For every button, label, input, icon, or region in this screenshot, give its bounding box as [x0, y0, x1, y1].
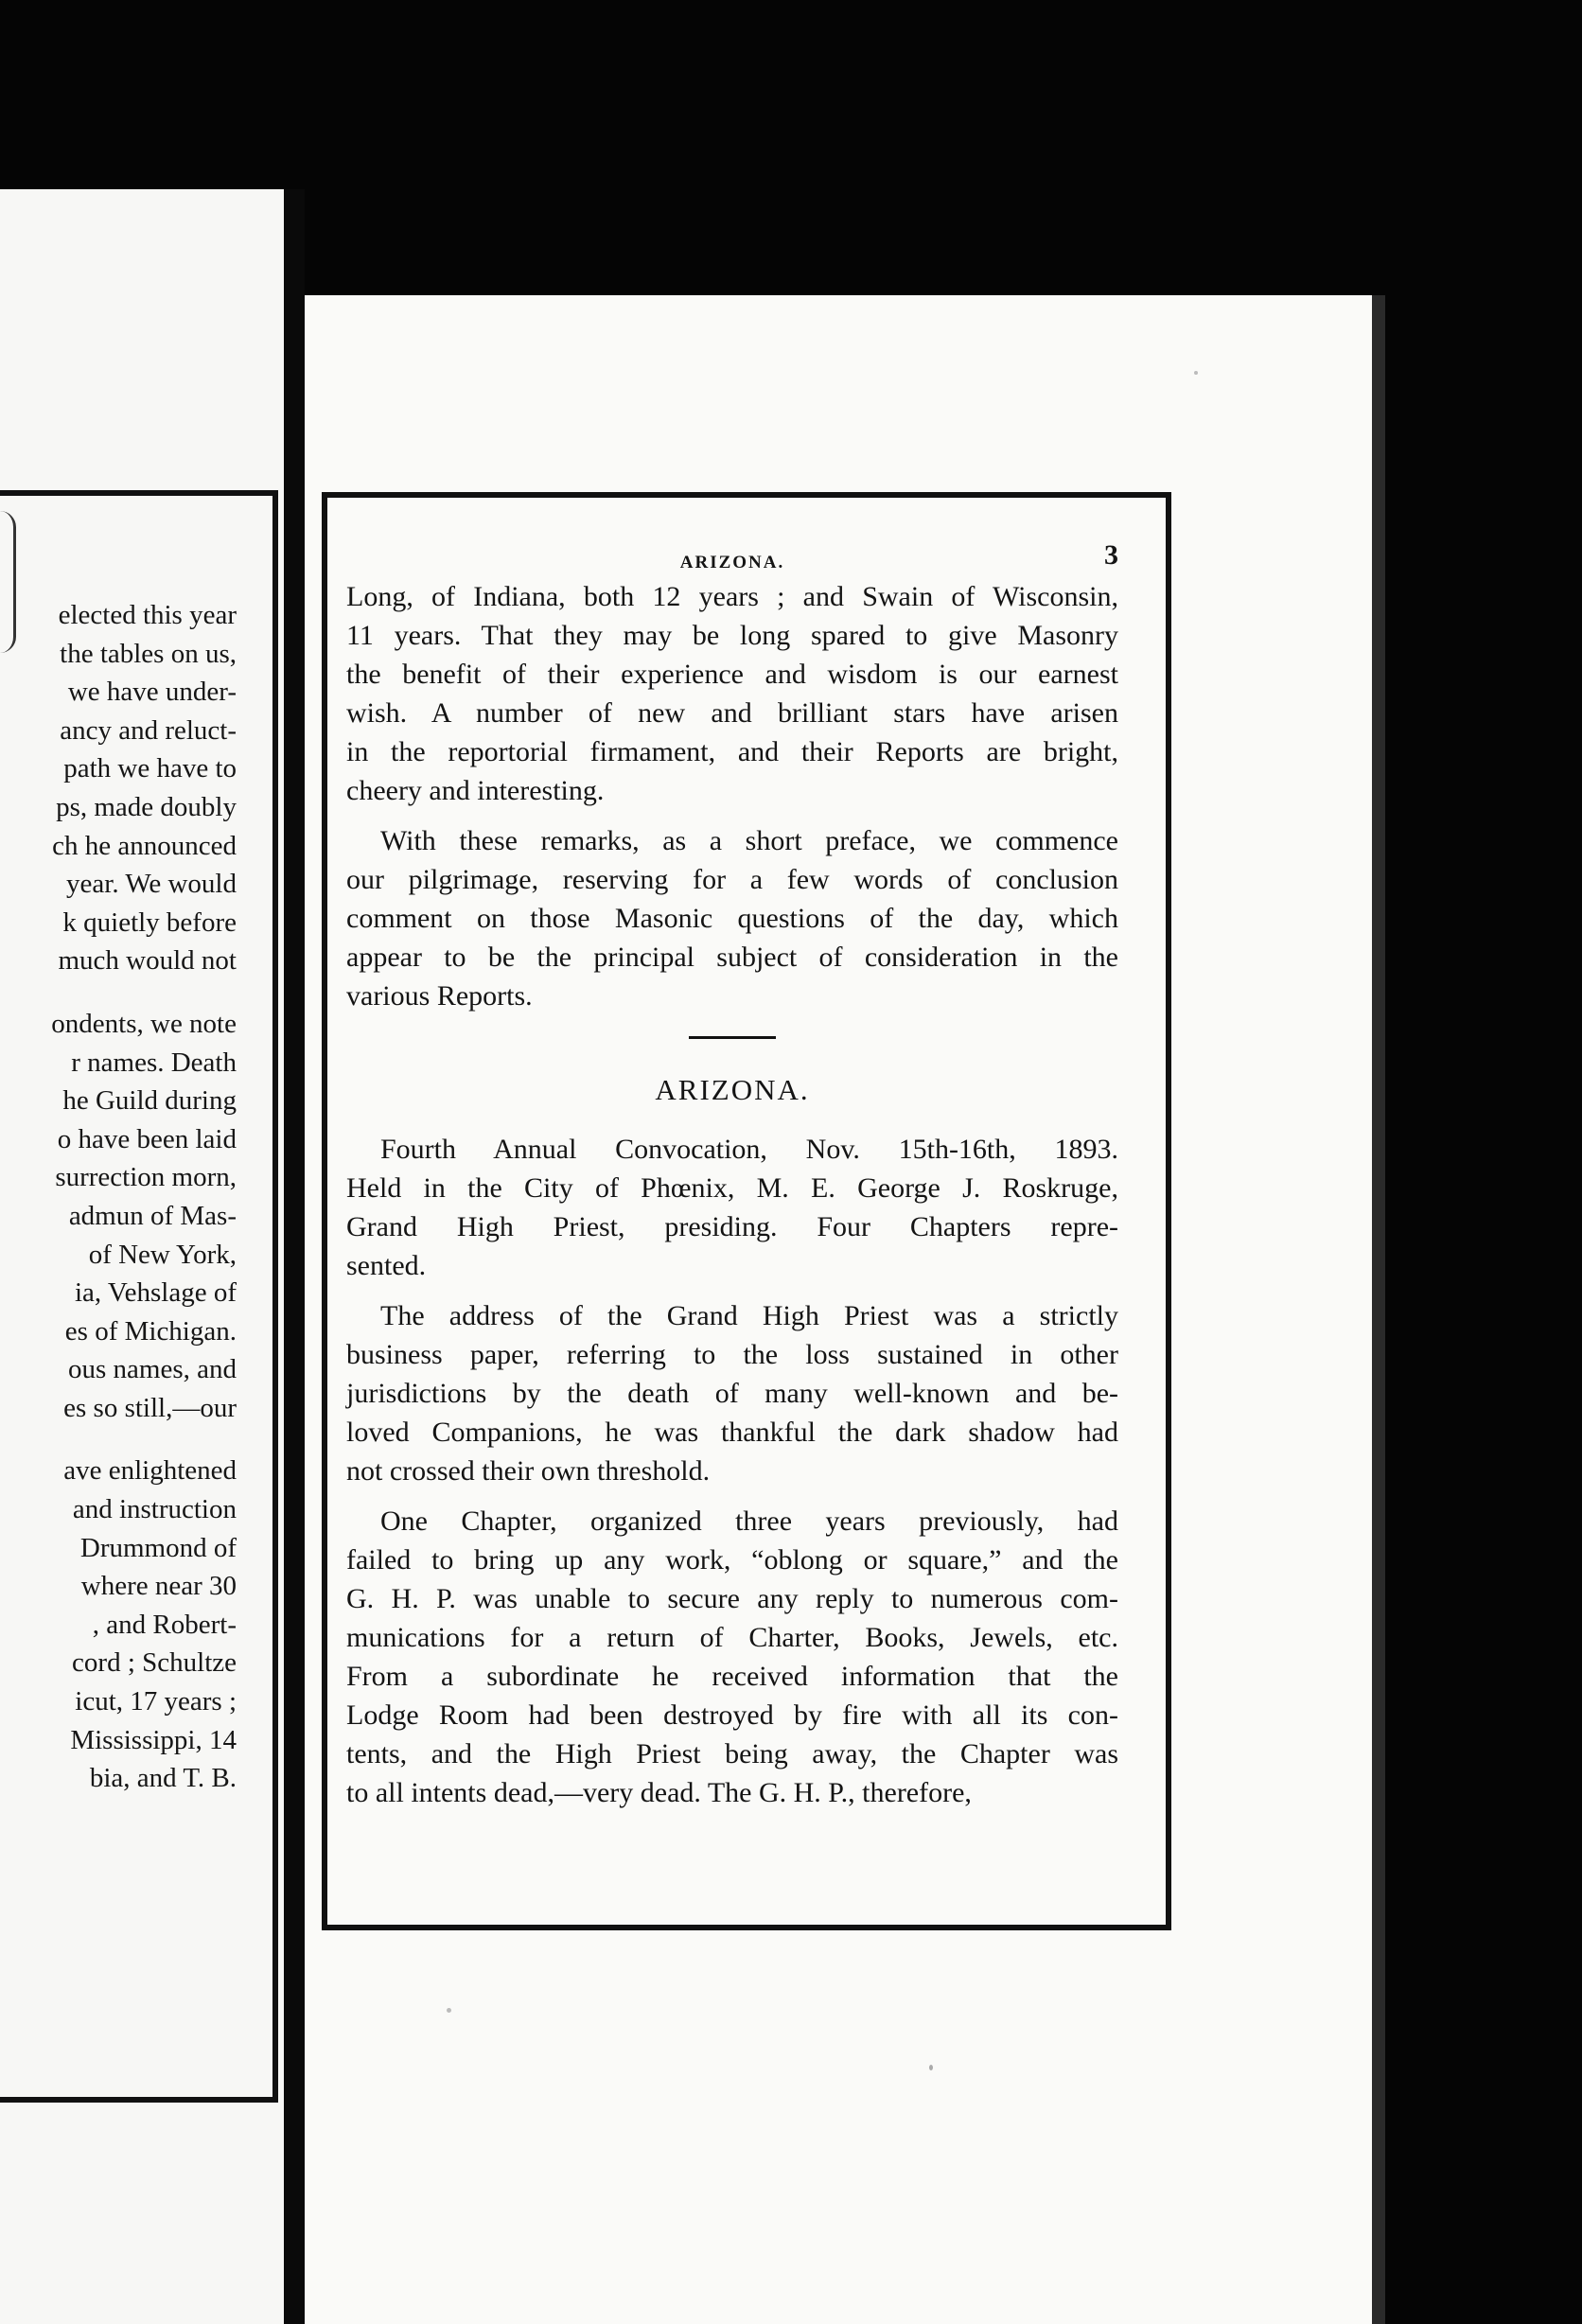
text-line: One Chapter, organized three years previously, had	[380, 1505, 1118, 1537]
left-text-line: he Guild during	[62, 1085, 237, 1117]
left-text-line: Mississippi, 14	[70, 1724, 237, 1755]
text-line: various Reports.	[346, 980, 533, 1012]
left-text-line: ondents, we note	[51, 1008, 237, 1039]
left-text-line: we have under-	[67, 677, 237, 708]
paragraph-address	[346, 1296, 1118, 1490]
page-number: 3	[1104, 539, 1118, 571]
text-line: Long, of Indiana, both 12 years ; and Swain of Wisconsin,	[346, 581, 1118, 612]
left-text-line: the tables on us,	[60, 638, 237, 669]
text-line: Held in the City of Phœnix, M. E. George J. Roskruge,	[346, 1172, 1118, 1204]
left-page-text	[0, 596, 237, 1798]
left-text-line: k quietly before	[62, 907, 237, 938]
page-gutter	[284, 189, 305, 2324]
text-line: G. H. P. was unable to secure any reply to numerous com-	[346, 1583, 1118, 1614]
text-line: appear to be the principal subject of consideration in the	[346, 942, 1118, 973]
section-heading: ARIZONA.	[655, 1073, 810, 1106]
text-line: the benefit of their experience and wisdom is our earnest	[346, 659, 1118, 690]
left-text-line: ave enlightened	[63, 1455, 237, 1487]
text-line: munications for a return of Charter, Books, Jewels, etc.	[346, 1622, 1118, 1653]
left-text-line: ia, Vehslage of	[75, 1277, 237, 1309]
text-line: Grand High Priest, presiding. Four Chapters repre-	[346, 1211, 1118, 1242]
paragraph-chapter	[346, 1502, 1118, 1812]
text-line: tents, and the High Priest being away, the Chapter was	[346, 1738, 1118, 1769]
text-line: jurisdictions by the death of many well-known and be-	[346, 1378, 1118, 1409]
paragraph-preface	[346, 821, 1118, 1015]
left-text-line: ancy and reluct-	[60, 714, 237, 746]
paragraph-convocation	[346, 1130, 1118, 1285]
left-text-line: o have been laid	[57, 1123, 237, 1154]
text-line: in the reportorial firmament, and their Reports are bright,	[346, 736, 1118, 767]
page-edge-shadow	[1372, 295, 1385, 2324]
running-head-title: ARIZONA.	[679, 553, 785, 572]
text-line: not crossed their own threshold.	[346, 1455, 711, 1487]
text-line: From a subordinate he received information that the	[346, 1661, 1118, 1692]
left-text-line: and instruction	[72, 1494, 237, 1525]
left-text-line: cord ; Schultze	[72, 1647, 237, 1679]
text-line: Lodge Room had been destroyed by fire with all its con-	[346, 1699, 1118, 1731]
left-text-line: much would not	[58, 945, 237, 977]
text-line: loved Companions, he was thankful the dark shadow had	[346, 1417, 1118, 1448]
text-line: wish. A number of new and brilliant stars have arisen	[346, 697, 1118, 729]
text-line: Fourth Annual Convocation, Nov. 15th-16th, 1893.	[380, 1134, 1118, 1165]
text-line: 11 years. That they may be long spared to give Masonry	[346, 620, 1118, 651]
text-line: business paper, referring to the loss sustained in other	[346, 1339, 1118, 1370]
left-text-line: surrection morn,	[55, 1162, 237, 1193]
text-line: comment on those Masonic questions of the day, which	[346, 903, 1118, 934]
text-line: cheery and interesting.	[346, 775, 605, 806]
left-text-line: year. We would	[66, 869, 237, 900]
text-line: failed to bring up any work, “oblong or square,” and the	[346, 1544, 1118, 1576]
left-text-line: of New York,	[88, 1239, 237, 1270]
page-content	[346, 539, 1118, 1812]
section-divider	[689, 1036, 776, 1039]
left-text-line: ch he announced	[52, 830, 237, 861]
left-text-line	[0, 1427, 237, 1452]
left-text-line: ps, made doubly	[56, 791, 237, 822]
left-text-line: path we have to	[63, 753, 237, 784]
left-text-line: ous names, and	[68, 1354, 237, 1385]
left-text-line: , and Robert-	[92, 1609, 237, 1640]
text-line: With these remarks, as a short preface, we commence	[380, 825, 1118, 856]
left-text-line: es of Michigan.	[64, 1315, 237, 1347]
text-line: The address of the Grand High Priest was a strictly	[380, 1300, 1118, 1331]
text-line: to all intents dead,—very dead. The G. H. P., therefore,	[346, 1777, 972, 1808]
left-text-line: Drummond of	[79, 1532, 237, 1563]
left-text-line: bia, and T. B.	[89, 1763, 237, 1794]
paragraph-continued	[346, 577, 1118, 810]
left-text-line: elected this year	[58, 600, 237, 630]
text-line: sented.	[346, 1250, 427, 1281]
left-text-line: es so still,—our	[63, 1392, 237, 1423]
left-text-line: icut, 17 years ;	[75, 1686, 237, 1717]
left-text-line: r names. Death	[71, 1047, 237, 1078]
text-line: our pilgrimage, reserving for a few words of conclusion	[346, 864, 1118, 895]
left-text-line: admun of Mas-	[68, 1200, 237, 1231]
running-head	[346, 539, 1118, 577]
left-text-line: where near 30	[80, 1571, 237, 1602]
left-text-line	[0, 980, 237, 1005]
